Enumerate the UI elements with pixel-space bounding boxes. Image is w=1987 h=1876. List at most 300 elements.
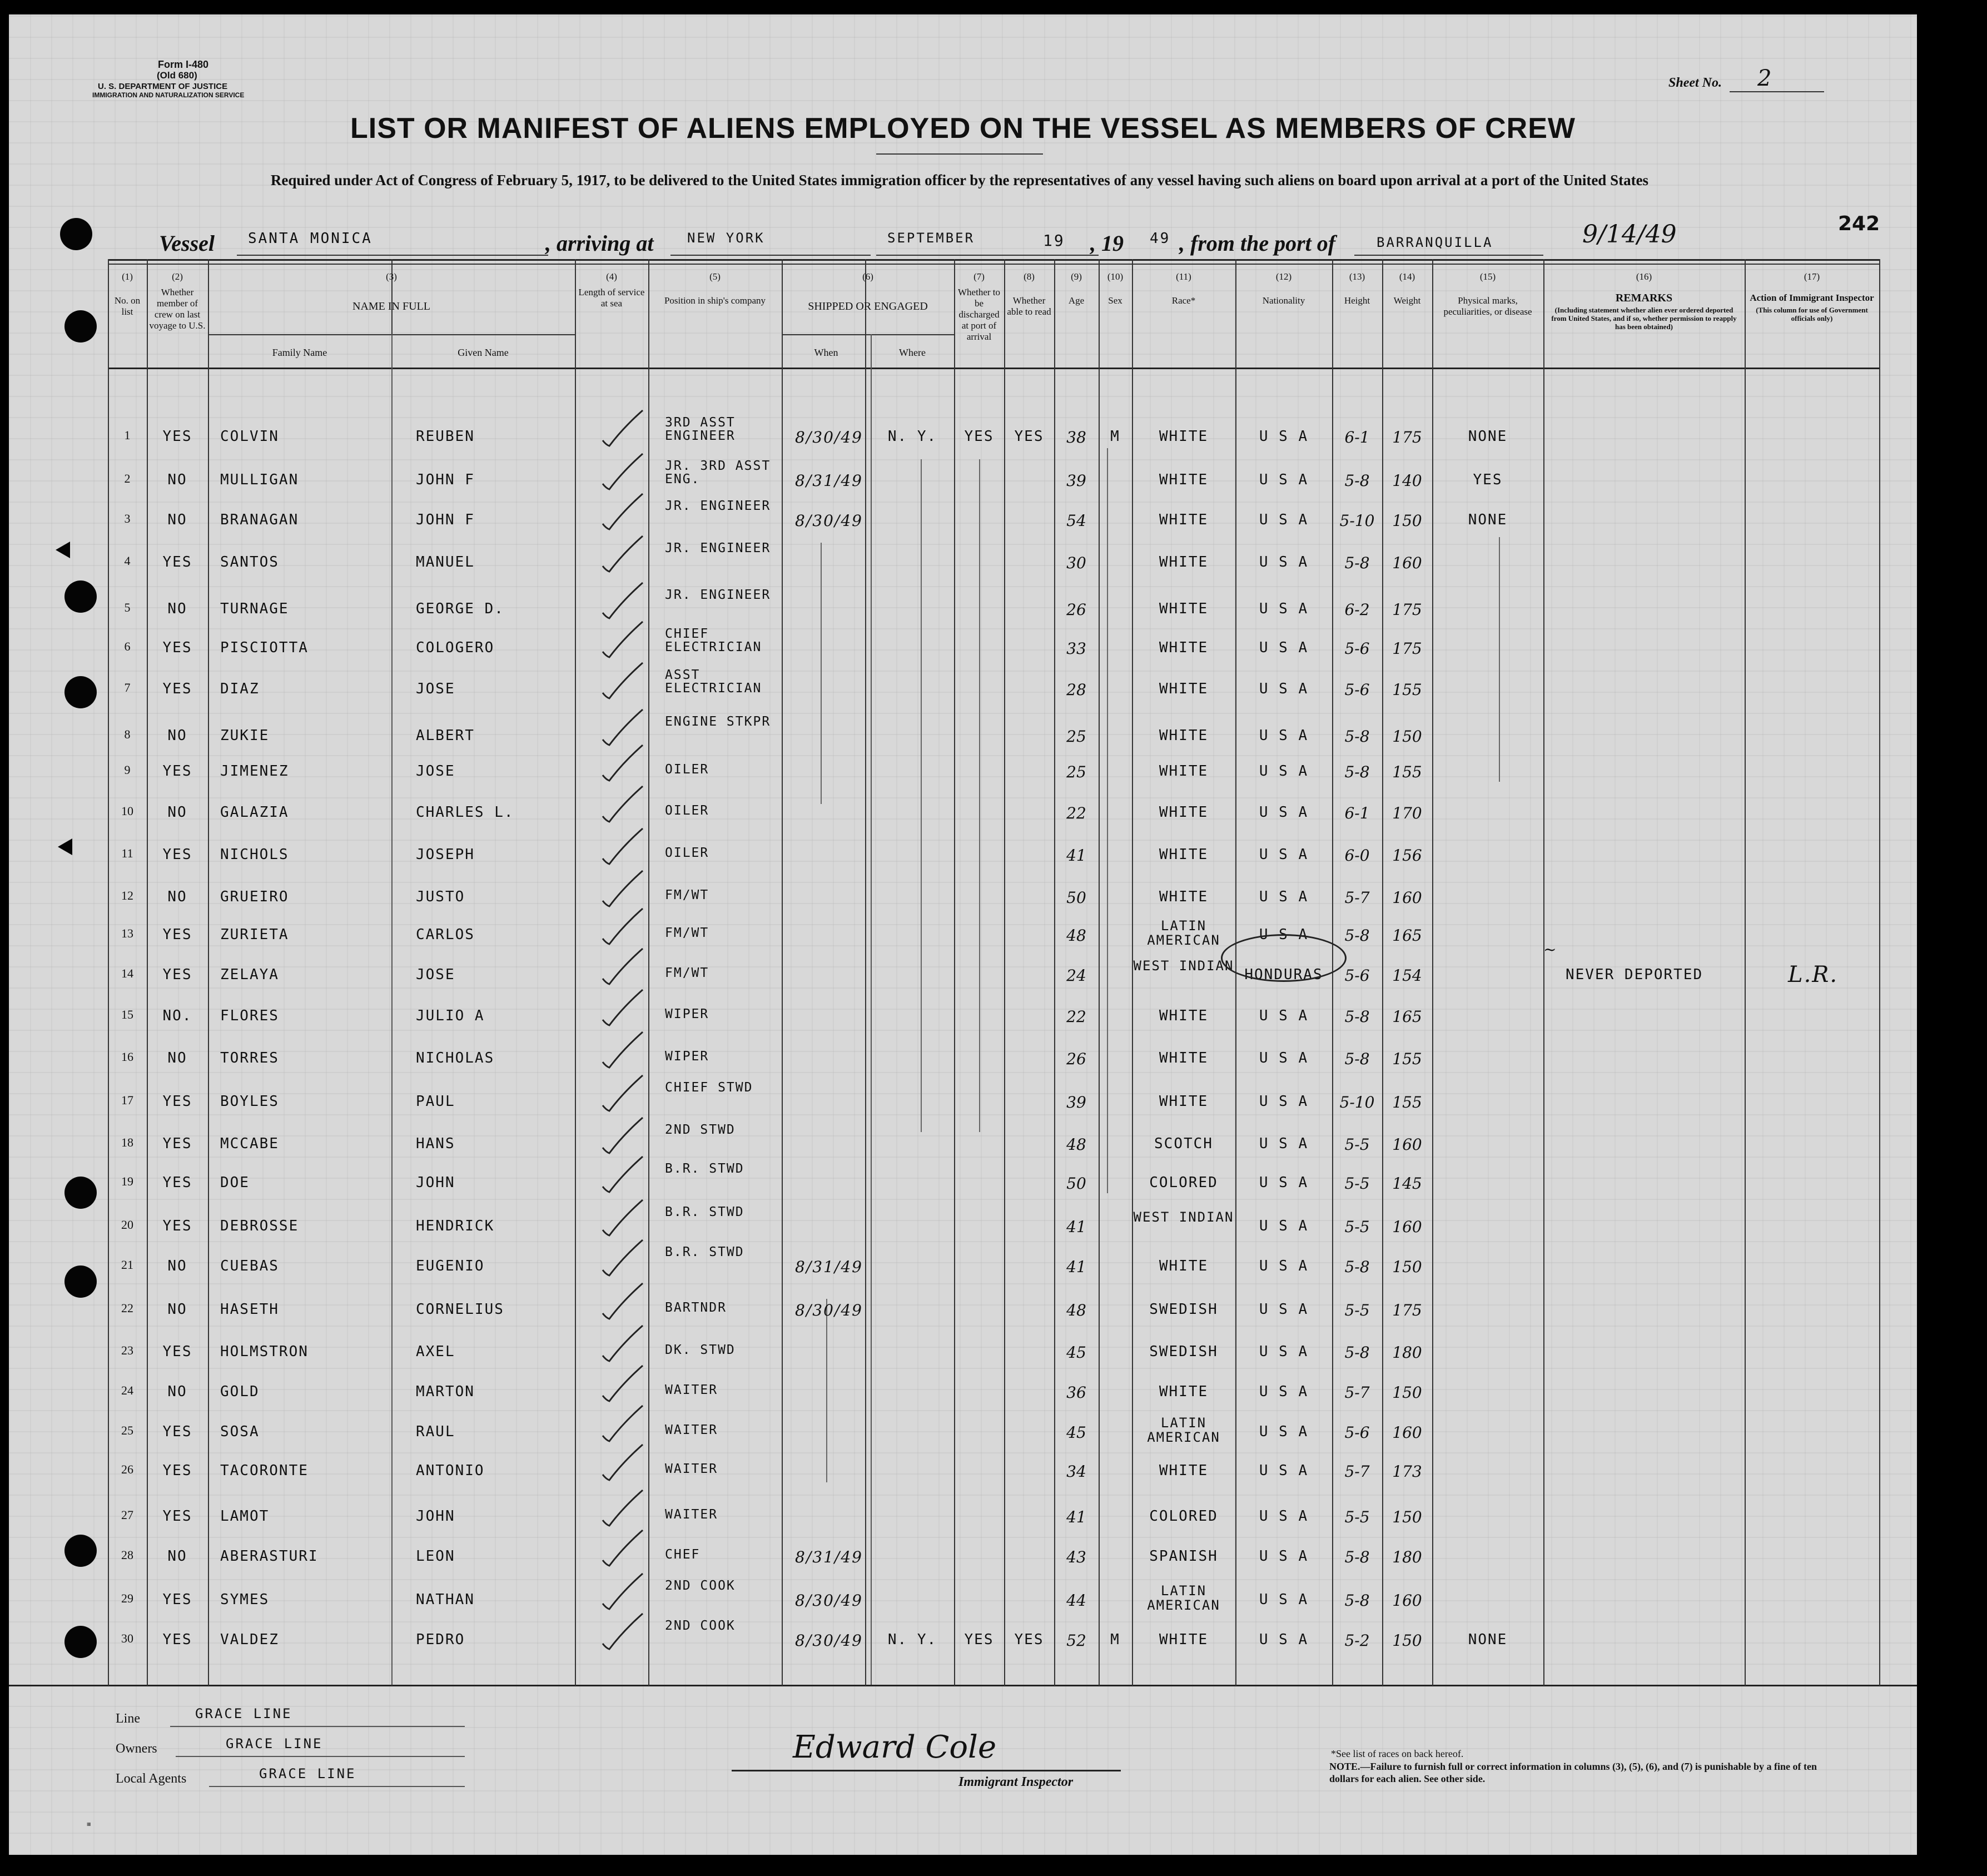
cell-position: CHIEF STWD [665, 1080, 753, 1095]
cell-race: WHITE [1159, 639, 1209, 656]
binder-hole [64, 310, 97, 343]
cell-no: 16 [121, 1050, 133, 1064]
cell-weight: 160 [1392, 889, 1422, 907]
cell-age: 50 [1066, 889, 1086, 907]
cell-race: WHITE [1159, 1383, 1209, 1400]
cell-family: MULLIGAN [220, 472, 299, 488]
cell-age: 26 [1066, 1050, 1086, 1068]
column-label: Whether able to read [1007, 295, 1051, 317]
cell-position: ASST ELECTRICIAN [665, 668, 762, 696]
cell-no: 19 [121, 1174, 133, 1188]
cell-weight: 155 [1392, 681, 1422, 699]
column-number: (15) [1479, 271, 1496, 282]
cell-age: 48 [1066, 1135, 1086, 1154]
cell-no: 20 [121, 1218, 133, 1232]
cell-weight: 150 [1392, 727, 1422, 746]
arriving-label: , arriving at [545, 231, 654, 256]
cell-crew: YES [162, 639, 192, 656]
cell-height: 5-5 [1344, 1301, 1370, 1319]
cell-position: JR. ENGINEER [665, 499, 771, 513]
check-mark [598, 1609, 648, 1654]
cell-race: WEST INDIAN [1133, 958, 1234, 974]
cell-crew: YES [162, 1343, 192, 1360]
column-label: Whether member of crew on last voyage to U.S. [149, 287, 206, 331]
cell-position: FM/WT [665, 926, 709, 940]
cell-race: WHITE [1159, 727, 1209, 744]
cell-position: BARTNDR [665, 1301, 727, 1315]
check-mark [598, 449, 648, 494]
cell-nationality: U S A [1259, 1258, 1309, 1274]
cell-given: CHARLES L. [416, 804, 514, 821]
column-number: (3) [386, 271, 397, 282]
cell-crew: NO [167, 804, 187, 821]
cell-nationality: U S A [1259, 1093, 1309, 1110]
cell-position: WIPER [665, 1007, 709, 1021]
cell-nationality: U S A [1259, 889, 1309, 905]
cell-position: OILER [665, 803, 709, 818]
column-divider [575, 259, 576, 1686]
binder-hole [64, 1626, 97, 1658]
cell-nationality: U S A [1259, 428, 1309, 445]
cell-nationality: U S A [1259, 1135, 1309, 1152]
cell-crew: YES [162, 846, 192, 863]
ditto-line [821, 543, 822, 804]
cell-nationality: U S A [1259, 472, 1309, 488]
cell-crew: YES [162, 1174, 192, 1191]
cell-race: LATIN AMERICAN [1147, 918, 1220, 948]
check-mark [598, 1235, 648, 1280]
cell-crew: NO. [162, 1008, 192, 1024]
check-mark [598, 658, 648, 703]
cell-given: PAUL [416, 1093, 455, 1110]
cell-race: WHITE [1159, 1631, 1209, 1648]
check-mark [598, 904, 648, 949]
cell-crew: NO [167, 1301, 187, 1318]
column-label: Weight [1393, 295, 1421, 306]
column-divider [1099, 259, 1100, 1686]
cell-height: 5-7 [1344, 1383, 1370, 1402]
cell-crew: NO [167, 600, 187, 617]
column-label: Sex [1108, 295, 1122, 306]
cell-race: WHITE [1159, 1093, 1209, 1110]
cell-read: YES [1014, 1631, 1044, 1648]
cell-family: TACORONTE [220, 1462, 309, 1479]
cell-nationality: U S A [1259, 804, 1309, 821]
cell-no: 9 [124, 763, 131, 777]
binder-hole [64, 1265, 97, 1298]
check-mark [598, 489, 648, 534]
cell-family: BRANAGAN [220, 512, 299, 528]
cell-race: WHITE [1159, 1050, 1209, 1066]
cell-height: 5-5 [1344, 1508, 1370, 1526]
column-divider [1879, 259, 1880, 1686]
cell-no: 30 [121, 1631, 133, 1645]
cell-discharged: YES [964, 428, 994, 445]
cell-crew: YES [162, 966, 192, 983]
departure-port: BARRANQUILLA [1377, 235, 1493, 250]
cell-given: MANUEL [416, 554, 475, 570]
form-service: IMMIGRATION AND NATURALIZATION SERVICE [92, 91, 245, 99]
column-label: Nationality [1262, 295, 1305, 306]
cell-weight: 154 [1392, 966, 1422, 985]
column-divider [648, 259, 649, 1686]
cell-race: LATIN AMERICAN [1147, 1583, 1220, 1613]
fine-note: NOTE.—Failure to furnish full or correct information in columns (3), (5), (6), and (7) is punishable by a fine of ten dollars for each alien. See other side. [1329, 1761, 1817, 1784]
cell-age: 50 [1066, 1174, 1086, 1193]
cell-weight: 180 [1392, 1548, 1422, 1566]
cell-given: JOHN [416, 1174, 455, 1191]
cell-height: 5-5 [1344, 1174, 1370, 1193]
cell-nationality: U S A [1259, 1008, 1309, 1024]
cell-given: JOHN F [416, 472, 475, 488]
cell-given: PEDRO [416, 1631, 465, 1648]
cell-position: OILER [665, 846, 709, 860]
cell-family: NICHOLS [220, 846, 289, 863]
cell-position: WAITER [665, 1383, 718, 1397]
cell-nationality: U S A [1259, 1423, 1309, 1440]
cell-age: 44 [1066, 1591, 1086, 1610]
cell-nationality: U S A [1259, 1383, 1309, 1400]
cell-age: 24 [1066, 966, 1086, 985]
cell-nationality: U S A [1259, 1218, 1309, 1234]
cell-crew: YES [162, 1591, 192, 1608]
column-sublabel: Where [899, 347, 926, 358]
cell-weight: 175 [1392, 428, 1422, 446]
cell-race: WHITE [1159, 804, 1209, 821]
cell-age: 22 [1066, 1008, 1086, 1026]
cell-position: B.R. STWD [665, 1162, 744, 1176]
cell-given: JOHN [416, 1508, 455, 1525]
column-number: (11) [1176, 271, 1191, 282]
arrival-day: 19 [1043, 231, 1065, 250]
cell-no: 29 [121, 1591, 133, 1605]
cell-marks: NONE [1468, 1631, 1508, 1648]
cell-position: CHIEF ELECTRICIAN [665, 627, 762, 654]
ditto-line [921, 459, 922, 1132]
cell-no: 17 [121, 1093, 133, 1107]
cell-weight: 150 [1392, 1258, 1422, 1276]
cell-weight: 155 [1392, 1050, 1422, 1068]
cell-position: JR. 3RD ASST ENG. [665, 459, 771, 487]
check-mark [598, 1569, 648, 1614]
cell-height: 5-8 [1344, 1258, 1370, 1276]
cell-age: 45 [1066, 1423, 1086, 1442]
cell-when: 8/31/49 [795, 1258, 863, 1276]
cell-position: ENGINE STKPR [665, 714, 771, 729]
ditto-line [826, 1299, 827, 1482]
column-label: Physical marks, peculiarities, or disease [1443, 295, 1532, 317]
cell-weight: 156 [1392, 846, 1422, 865]
cell-no: 18 [121, 1135, 133, 1149]
cell-no: 11 [121, 846, 133, 860]
cell-family: GRUEIRO [220, 889, 289, 905]
cell-nationality: U S A [1259, 1343, 1309, 1360]
cell-no: 6 [124, 639, 131, 653]
cell-position: WAITER [665, 1462, 718, 1476]
cell-family: TURNAGE [220, 600, 289, 617]
column-label: Age [1068, 295, 1085, 306]
cell-weight: 175 [1392, 600, 1422, 619]
cell-age: 26 [1066, 600, 1086, 619]
cell-race: WHITE [1159, 1258, 1209, 1274]
check-mark [598, 532, 648, 576]
cell-height: 5-8 [1344, 926, 1370, 945]
cell-height: 5-6 [1344, 1423, 1370, 1442]
cell-given: LEON [416, 1548, 455, 1565]
cell-given: JOSEPH [416, 846, 475, 863]
cell-given: NATHAN [416, 1591, 475, 1608]
cell-race: WHITE [1159, 763, 1209, 780]
cell-height: 5-8 [1344, 1548, 1370, 1566]
cell-family: SANTOS [220, 554, 279, 570]
cell-race: COLORED [1149, 1174, 1218, 1191]
cell-no: 12 [121, 889, 133, 902]
cell-no: 14 [121, 966, 133, 980]
column-number: (4) [606, 271, 617, 282]
column-divider [1745, 259, 1746, 1686]
cell-when: 8/30/49 [795, 1631, 863, 1650]
date-stamp: 9/14/49 [1582, 220, 1677, 249]
cell-no: 21 [121, 1258, 133, 1272]
cell-family: SYMES [220, 1591, 270, 1608]
cell-when: 8/30/49 [795, 1301, 863, 1319]
cell-family: MCCABE [220, 1135, 279, 1152]
cell-weight: 175 [1392, 639, 1422, 658]
column-divider [208, 259, 209, 1686]
cell-family: ZELAYA [220, 966, 279, 983]
cell-family: ZURIETA [220, 926, 289, 943]
cell-weight: 160 [1392, 1591, 1422, 1610]
cell-height: 6-1 [1344, 804, 1370, 822]
inspector-signature: Edward Cole [793, 1729, 997, 1765]
local-agents-label: Local Agents [116, 1771, 187, 1786]
cell-read: YES [1014, 428, 1044, 445]
cell-race: SCOTCH [1154, 1135, 1213, 1152]
ditto-line [1107, 448, 1108, 1193]
cell-age: 48 [1066, 926, 1086, 945]
cell-nationality: U S A [1259, 1462, 1309, 1479]
cell-position: B.R. STWD [665, 1205, 744, 1219]
column-label: REMARKS [1615, 292, 1673, 304]
cell-weight: 155 [1392, 763, 1422, 781]
cell-age: 52 [1066, 1631, 1086, 1650]
cell-no: 24 [121, 1383, 133, 1397]
check-mark [598, 1440, 648, 1485]
cell-no: 23 [121, 1343, 133, 1357]
cell-height: 5-5 [1344, 1218, 1370, 1236]
column-sublabel: When [814, 347, 838, 358]
cell-height: 5-8 [1344, 1050, 1370, 1068]
cell-given: JOSE [416, 966, 455, 983]
cell-position: JR. ENGINEER [665, 541, 771, 555]
cell-no: 10 [121, 804, 133, 818]
cell-crew: NO [167, 512, 187, 528]
cell-crew: NO [167, 727, 187, 744]
check-mark [598, 1152, 648, 1197]
cell-given: RAUL [416, 1423, 455, 1440]
cell-race: WHITE [1159, 472, 1209, 488]
cell-no: 26 [121, 1462, 133, 1476]
cell-nationality: U S A [1259, 727, 1309, 744]
cell-family: DIAZ [220, 681, 260, 697]
subcolumn-divider [871, 334, 872, 1685]
cell-nationality: U S A [1259, 1591, 1309, 1608]
sheet-label: Sheet No. [1668, 76, 1722, 90]
cell-family: DEBROSSE [220, 1218, 299, 1234]
inspector-label: Immigrant Inspector [958, 1775, 1074, 1789]
cell-height: 5-6 [1344, 966, 1370, 985]
cell-family: DOE [220, 1174, 250, 1191]
cell-position: 2ND STWD [665, 1123, 736, 1137]
cell-age: 38 [1066, 428, 1086, 446]
cell-crew: YES [162, 1462, 192, 1479]
cell-age: 30 [1066, 554, 1086, 572]
column-number: (10) [1107, 271, 1124, 282]
column-number: (6) [862, 271, 873, 282]
cell-position: FM/WT [665, 966, 709, 980]
cell-nationality: U S A [1259, 1050, 1309, 1066]
cell-race: WHITE [1159, 846, 1209, 863]
binder-triangle [58, 838, 72, 855]
arrival-year: 49 [1150, 230, 1171, 247]
check-mark [598, 741, 648, 785]
cell-position: OILER [665, 762, 709, 777]
column-label: NAME IN FULL [352, 300, 430, 312]
owners-label: Owners [116, 1741, 157, 1756]
cell-nationality: U S A [1259, 1174, 1309, 1191]
cell-height: 6-2 [1344, 600, 1370, 619]
cell-family: CUEBAS [220, 1258, 279, 1274]
binder-hole [64, 1535, 97, 1567]
check-mark [598, 1401, 648, 1446]
page-subtitle: Required under Act of Congress of February 5, 1917, to be delivered to the United States immigration officer by the representatives of any vessel having such aliens on board upon arrival at a port of the United States [270, 172, 1649, 188]
cell-race: WHITE [1159, 681, 1209, 697]
cell-race: WEST INDIAN [1133, 1209, 1234, 1225]
cell-position: DK. STWD [665, 1343, 736, 1357]
form-number: Form I-480 [158, 59, 209, 70]
cell-position: WAITER [665, 1423, 718, 1437]
column-label: Whether to be discharged at port of arrival [958, 287, 1000, 342]
cell-given: HENDRICK [416, 1218, 495, 1234]
cell-marks: NONE [1468, 428, 1508, 445]
cell-nationality: U S A [1259, 1631, 1309, 1648]
cell-height: 5-8 [1344, 554, 1370, 572]
cell-no: 5 [124, 600, 131, 614]
column-label: Action of Immigrant Inspector [1750, 292, 1874, 303]
cell-position: FM/WT [665, 888, 709, 902]
cell-nationality: U S A [1259, 681, 1309, 697]
binder-hole [64, 1177, 97, 1209]
binder-hole [64, 580, 97, 613]
stamp-number: 242 [1838, 212, 1880, 235]
cell-age: 41 [1066, 846, 1086, 865]
cell-height: 5-7 [1344, 889, 1370, 907]
cell-age: 48 [1066, 1301, 1086, 1319]
cell-no: 2 [124, 472, 131, 485]
cell-height: 6-1 [1344, 428, 1370, 446]
cell-crew: NO [167, 1050, 187, 1066]
cell-nationality: U S A [1259, 1301, 1309, 1318]
column-number: (14) [1399, 271, 1415, 282]
cell-no: 22 [121, 1301, 133, 1315]
cell-no: 7 [124, 681, 131, 694]
column-number: (17) [1804, 271, 1820, 282]
ditto-line [979, 459, 980, 1132]
cell-no: 8 [124, 727, 131, 741]
remarks-handwritten-mark: ~ [1543, 940, 1557, 959]
check-mark [598, 824, 648, 868]
cell-crew: YES [162, 926, 192, 943]
table-top-border [108, 259, 1879, 261]
cell-nationality: U S A [1259, 600, 1309, 617]
cell-crew: NO [167, 889, 187, 905]
cell-nationality: U S A [1259, 763, 1309, 780]
form-dept: U. S. DEPARTMENT OF JUSTICE [98, 82, 228, 91]
check-mark [598, 1526, 648, 1570]
cell-race: WHITE [1159, 600, 1209, 617]
page-title: LIST OR MANIFEST OF ALIENS EMPLOYED ON THE VESSEL AS MEMBERS OF CREW [350, 112, 1576, 145]
owners-value: GRACE LINE [226, 1736, 323, 1751]
check-mark [598, 1361, 648, 1406]
cell-height: 5-8 [1344, 1343, 1370, 1362]
cell-age: 39 [1066, 472, 1086, 490]
cell-given: GEORGE D. [416, 600, 504, 617]
column-label: Height [1344, 295, 1370, 306]
cell-height: 6-0 [1344, 846, 1370, 865]
cell-no: 28 [121, 1548, 133, 1562]
cell-height: 5-8 [1344, 1008, 1370, 1026]
cell-position: JR. ENGINEER [665, 588, 771, 602]
cell-given: AXEL [416, 1343, 455, 1360]
cell-crew: NO [167, 1258, 187, 1274]
local-agents-value: GRACE LINE [259, 1766, 356, 1781]
cell-position: 2ND COOK [665, 1619, 736, 1633]
cell-family: HOLMSTRON [220, 1343, 309, 1360]
cell-race: WHITE [1159, 1462, 1209, 1479]
cell-given: CORNELIUS [416, 1301, 504, 1318]
cell-crew: YES [162, 681, 192, 697]
cell-no: 25 [121, 1423, 133, 1437]
form-old: (Old 680) [157, 70, 197, 81]
check-mark [598, 1279, 648, 1323]
cell-race: WHITE [1159, 428, 1209, 445]
cell-race: SWEDISH [1149, 1343, 1218, 1360]
cell-crew: YES [162, 1423, 192, 1440]
cell-when: 8/30/49 [795, 512, 863, 530]
cell-crew: NO [167, 1548, 187, 1565]
cell-where: N. Y. [887, 1631, 937, 1648]
cell-weight: 150 [1392, 1383, 1422, 1402]
cell-age: 39 [1066, 1093, 1086, 1111]
check-mark [598, 406, 648, 450]
check-mark [598, 1071, 648, 1115]
header-bottom-border [108, 368, 1879, 369]
binder-triangle [56, 542, 70, 558]
cell-weight: 150 [1392, 512, 1422, 530]
column-number: (8) [1024, 271, 1035, 282]
cell-given: JOSE [416, 763, 455, 780]
column-divider [1543, 259, 1544, 1686]
cell-height: 5-6 [1344, 639, 1370, 658]
cell-crew: NO [167, 472, 187, 488]
column-divider [1004, 259, 1005, 1686]
cell-family: LAMOT [220, 1508, 270, 1525]
column-number: (13) [1349, 271, 1365, 282]
cell-family: COLVIN [220, 428, 279, 445]
cell-family: SOSA [220, 1423, 260, 1440]
column-note: (Including statement whether alien ever ordered deported from United States, and if so, whether permission to reapply has been obtained) [1551, 306, 1737, 331]
cell-age: 36 [1066, 1383, 1086, 1402]
